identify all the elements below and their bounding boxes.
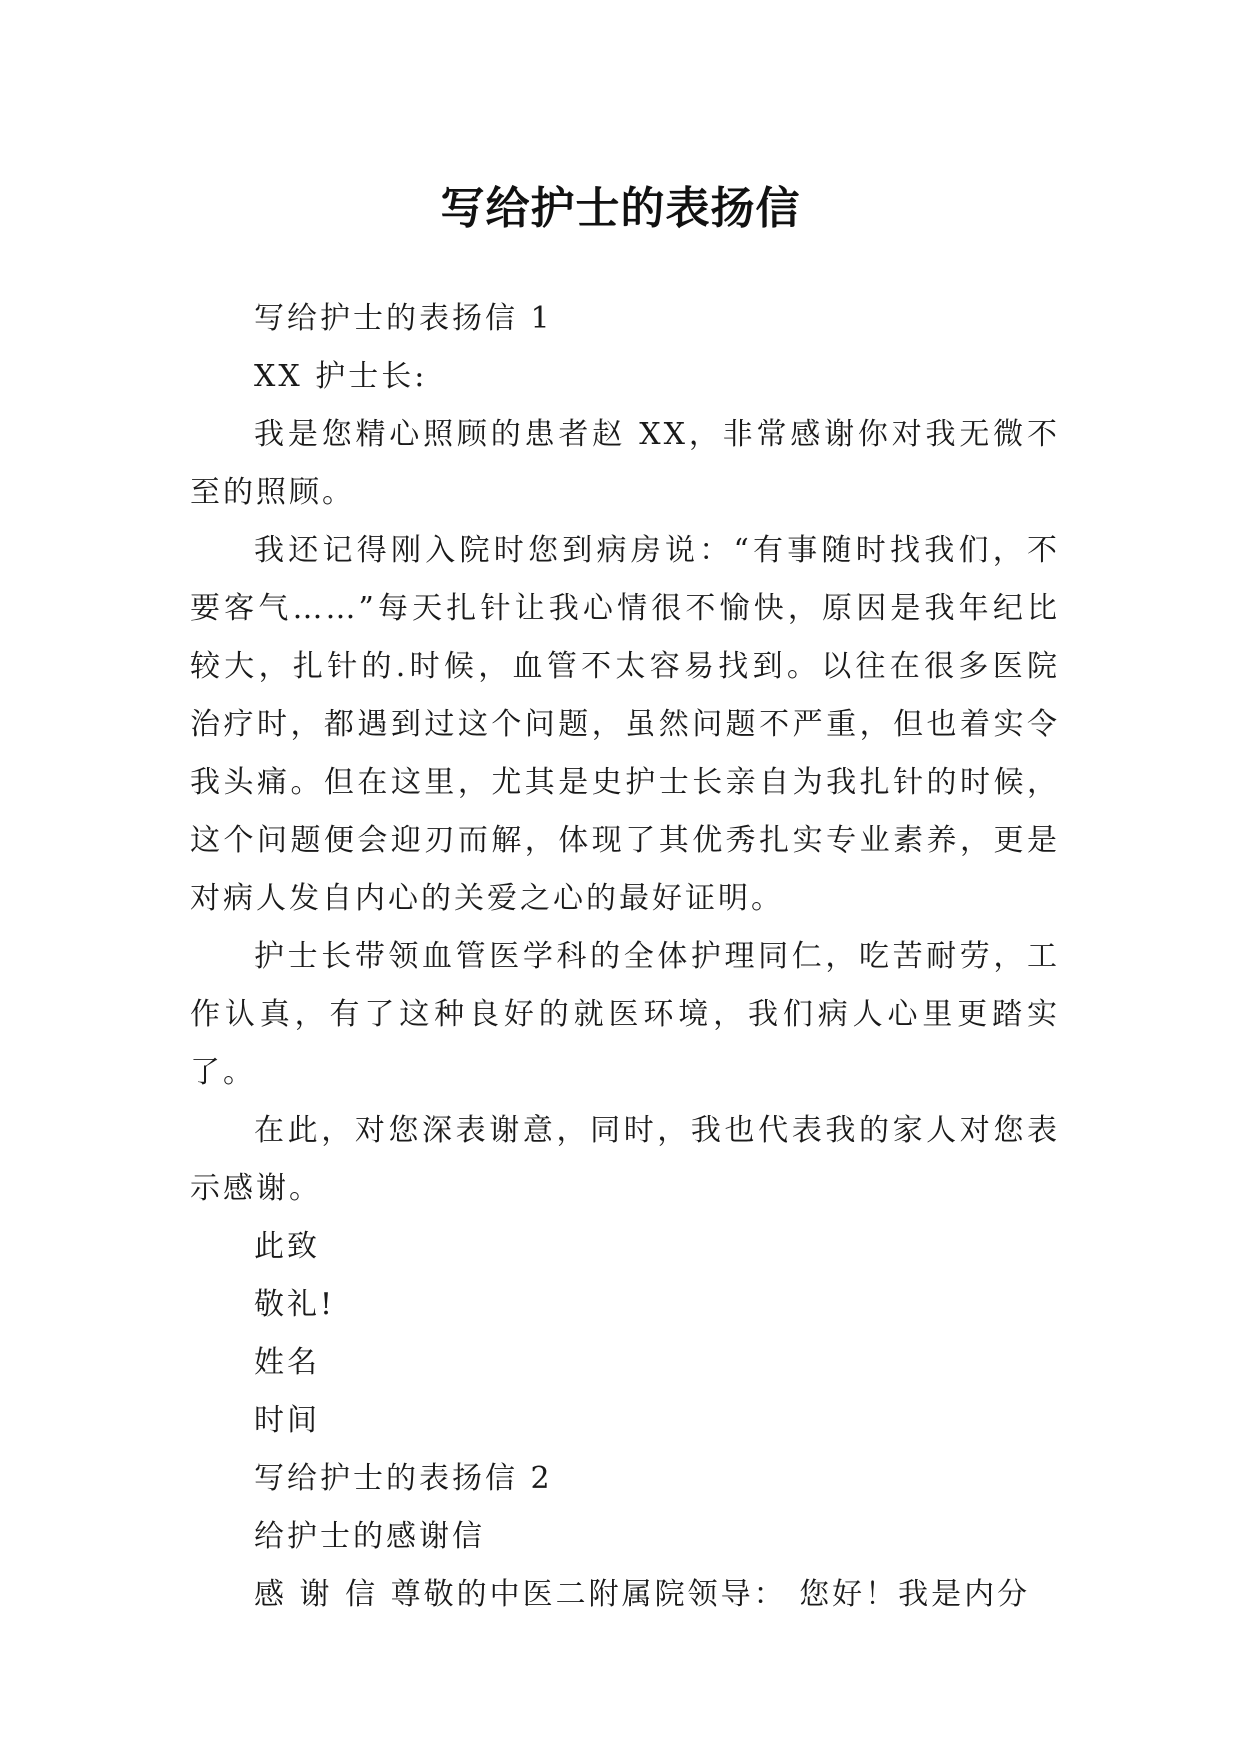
paragraph: 护士长带领血管医学科的全体护理同仁，吃苦耐劳，工作认真，有了这种良好的就医环境，我们病人心里更踏实了。: [190, 939, 1060, 1090]
document-title: 写给护士的表扬信: [440, 183, 801, 235]
section-heading-2: 写给护士的表扬信 2: [254, 1461, 553, 1496]
section-heading-1: 写给护士的表扬信 1: [254, 301, 553, 336]
paragraph: 我还记得刚入院时您到病房说：“有事随时找我们，不要客气……”每天扎针让我心情很不愉快，原因是我年纪比较大，扎针的.时候，血管不太容易找到。以往在很多医院治疗时，都遇到过这个问题，虽然问题不严重，但也着实令我头痛。但在这里，尤其是史护士长亲自为我扎针的时候，这个问题便会迎刃而解，体现了其优秀扎实专业素养，更是对病人发自内心的关爱之心的最好证明。: [190, 533, 1060, 916]
document-body: [190, 290, 1060, 1624]
paragraph: 感 谢 信 尊敬的中医二附属院领导： 您好！我是内分: [254, 1577, 1031, 1612]
salutation: XX 护士长:: [254, 359, 428, 394]
closing-line: 此致: [254, 1229, 320, 1264]
signature-name: 姓名: [254, 1345, 320, 1380]
paragraph: 在此，对您深表谢意，同时，我也代表我的家人对您表示感谢。: [190, 1113, 1060, 1206]
closing-regards: 敬礼!: [254, 1287, 336, 1322]
paragraph: 我是您精心照顾的患者赵 XX，非常感谢你对我无微不至的照顾。: [190, 417, 1060, 510]
subheading: 给护士的感谢信: [254, 1519, 485, 1554]
signature-date: 时间: [254, 1403, 320, 1438]
